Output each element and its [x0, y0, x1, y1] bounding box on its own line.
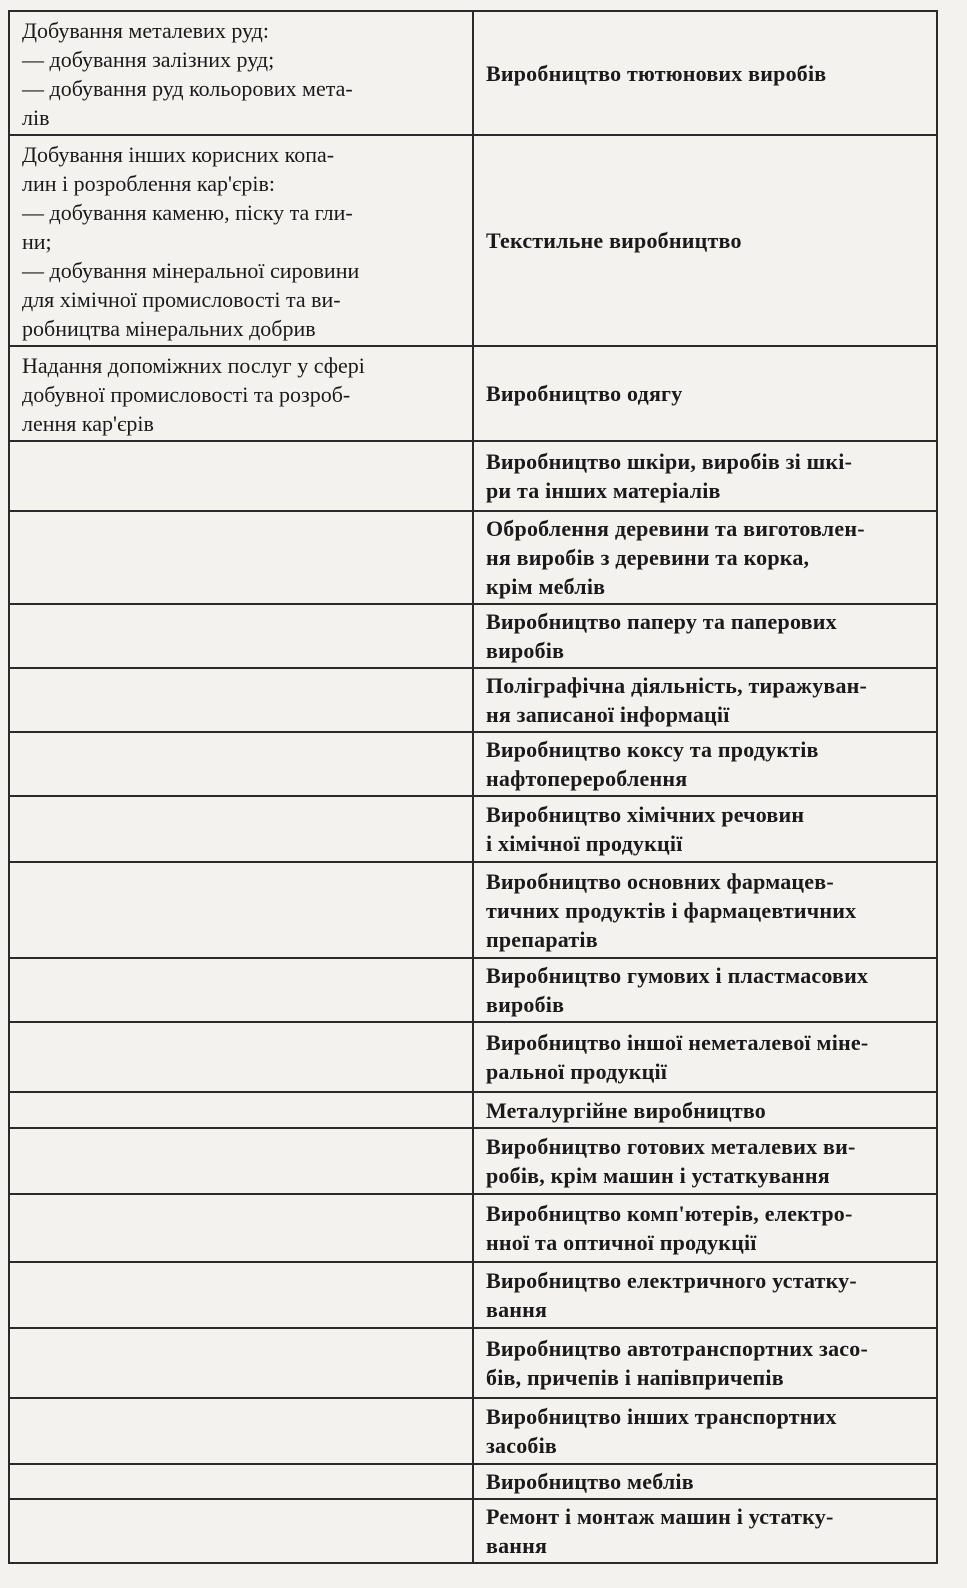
cell-text-line: нафтоперероблення [486, 766, 688, 791]
mining-activity-cell [9, 511, 473, 604]
cell-text-line: препаратів [486, 926, 598, 952]
cell-text-line: тичних продуктів і фармацевтичних [486, 897, 857, 923]
mining-activity-cell [9, 958, 473, 1022]
cell-text-line: добувної промисловості та розроб- [22, 382, 351, 407]
table-row [9, 732, 937, 796]
table-row [9, 1262, 937, 1328]
mining-activity-cell [9, 11, 473, 135]
manufacturing-activity-cell [473, 11, 937, 135]
cell-text-line: виробів [486, 638, 565, 663]
cell-text-line: Виробництво електричного устатку- [486, 1268, 857, 1293]
cell-text-line: Виробництво автотранспортних засо- [486, 1336, 868, 1361]
cell-text-line: виробів [486, 992, 565, 1017]
cell-text-line: Виробництво готових металевих ви- [486, 1134, 856, 1159]
cell-text-line: Виробництво одягу [486, 381, 683, 406]
table-row [9, 1328, 937, 1398]
table-row [9, 346, 937, 441]
mining-activity-cell [9, 135, 473, 346]
manufacturing-activity-cell [473, 604, 937, 668]
table-row [9, 1092, 937, 1128]
cell-text-line: бів, причепів і напівпричепів [486, 1365, 784, 1390]
table-row [9, 11, 937, 135]
cell-text-line: лення кар'єрів [22, 411, 154, 436]
cell-text-line: крім меблів [486, 574, 606, 599]
cell-text-line: Текстильне виробництво [486, 228, 742, 253]
table-row [9, 511, 937, 604]
table-row [9, 1464, 937, 1499]
cell-text-line: Надання допоміжних послуг у сфері [22, 353, 365, 378]
table-row [9, 1499, 937, 1563]
mining-activity-cell [9, 1328, 473, 1398]
cell-text-line: ри та інших матеріалів [486, 478, 721, 503]
manufacturing-activity-cell [473, 135, 937, 346]
cell-text-line: лів [22, 105, 50, 130]
manufacturing-activity-cell [473, 958, 937, 1022]
mining-activity-cell [9, 346, 473, 441]
cell-text-line: Виробництво гумових і пластмасових [486, 963, 869, 988]
cell-text-line: і хімічної продукції [486, 831, 683, 856]
cell-text-line: Виробництво основних фармацев- [486, 868, 834, 894]
manufacturing-activity-cell [473, 1128, 937, 1194]
manufacturing-activity-cell [473, 511, 937, 604]
mining-activity-cell [9, 1262, 473, 1328]
manufacturing-activity-cell [473, 1499, 937, 1563]
cell-text-line: ни; [22, 229, 52, 254]
mining-activity-cell [9, 1499, 473, 1563]
cell-text-line: ня виробів з деревини та корка, [486, 545, 810, 570]
cell-text-line: Виробництво іншої неметалевої міне- [486, 1030, 869, 1055]
mining-activity-cell [9, 604, 473, 668]
industry-table [8, 10, 938, 1564]
manufacturing-activity-cell [473, 668, 937, 732]
cell-text-line: Виробництво інших транспортних [486, 1404, 837, 1429]
cell-text-line: вання [486, 1297, 548, 1322]
cell-text-line: Оброблення деревини та виготовлен- [486, 516, 865, 541]
table-row [9, 604, 937, 668]
mining-activity-cell [9, 1128, 473, 1194]
table-row [9, 1128, 937, 1194]
table-row [9, 441, 937, 511]
cell-text-line: Ремонт і монтаж машин і устатку- [486, 1504, 834, 1529]
table-row [9, 668, 937, 732]
manufacturing-activity-cell [473, 1464, 937, 1499]
mining-activity-cell [9, 796, 473, 862]
cell-text-line: Виробництво комп'ютерів, електро- [486, 1201, 853, 1226]
manufacturing-activity-cell [473, 441, 937, 511]
cell-text-line: Виробництво меблів [486, 1469, 694, 1494]
mining-activity-cell [9, 441, 473, 511]
manufacturing-activity-cell [473, 1092, 937, 1128]
cell-text-line: нної та оптичної продукції [486, 1230, 757, 1255]
cell-text-line: лин і розроблення кар'єрів: [22, 171, 276, 196]
mining-activity-cell [9, 668, 473, 732]
mining-activity-cell [9, 1022, 473, 1092]
manufacturing-activity-cell [473, 1328, 937, 1398]
table-row [9, 862, 937, 958]
manufacturing-activity-cell [473, 862, 937, 958]
table-row [9, 958, 937, 1022]
table-row [9, 1398, 937, 1464]
cell-text-line: Виробництво паперу та паперових [486, 609, 837, 634]
cell-text-line: Добування інших корисних копа- [22, 142, 335, 167]
manufacturing-activity-cell [473, 732, 937, 796]
cell-text-line: — добування руд кольорових мета- [22, 76, 353, 101]
mining-activity-cell [9, 1092, 473, 1128]
cell-text-line: робництва мінеральних добрив [22, 316, 316, 341]
cell-text-line: Виробництво коксу та продуктів [486, 737, 819, 762]
cell-text-line: засобів [486, 1433, 557, 1458]
cell-text-line: — добування залізних руд; [22, 47, 275, 72]
cell-text-line: — добування каменю, піску та гли- [22, 200, 353, 225]
table-row [9, 135, 937, 346]
mining-activity-cell [9, 862, 473, 958]
cell-text-line: робів, крім машин і устаткування [486, 1163, 830, 1188]
cell-text-line: Металургійне виробництво [486, 1097, 766, 1123]
manufacturing-activity-cell [473, 1398, 937, 1464]
manufacturing-activity-cell [473, 346, 937, 441]
mining-activity-cell [9, 1464, 473, 1499]
cell-text-line: вання [486, 1533, 548, 1558]
cell-text-line: для хімічної промисловості та ви- [22, 287, 341, 312]
manufacturing-activity-cell [473, 1262, 937, 1328]
mining-activity-cell [9, 732, 473, 796]
table-row [9, 1194, 937, 1262]
manufacturing-activity-cell [473, 1022, 937, 1092]
cell-text-line: ня записаної інформації [486, 702, 730, 727]
table-row [9, 796, 937, 862]
cell-text-line: Добування металевих руд: [22, 18, 269, 43]
mining-activity-cell [9, 1398, 473, 1464]
cell-text-line: ральної продукції [486, 1059, 668, 1084]
industry-table-body [9, 11, 937, 1563]
mining-activity-cell [9, 1194, 473, 1262]
manufacturing-activity-cell [473, 1194, 937, 1262]
manufacturing-activity-cell [473, 796, 937, 862]
cell-text-line: Виробництво хімічних речовин [486, 802, 805, 827]
table-row [9, 1022, 937, 1092]
cell-text-line: Поліграфічна діяльність, тиражуван- [486, 673, 868, 698]
cell-text-line: — добування мінеральної сировини [22, 258, 360, 283]
cell-text-line: Виробництво тютюнових виробів [486, 60, 827, 86]
cell-text-line: Виробництво шкіри, виробів зі шкі- [486, 449, 853, 474]
